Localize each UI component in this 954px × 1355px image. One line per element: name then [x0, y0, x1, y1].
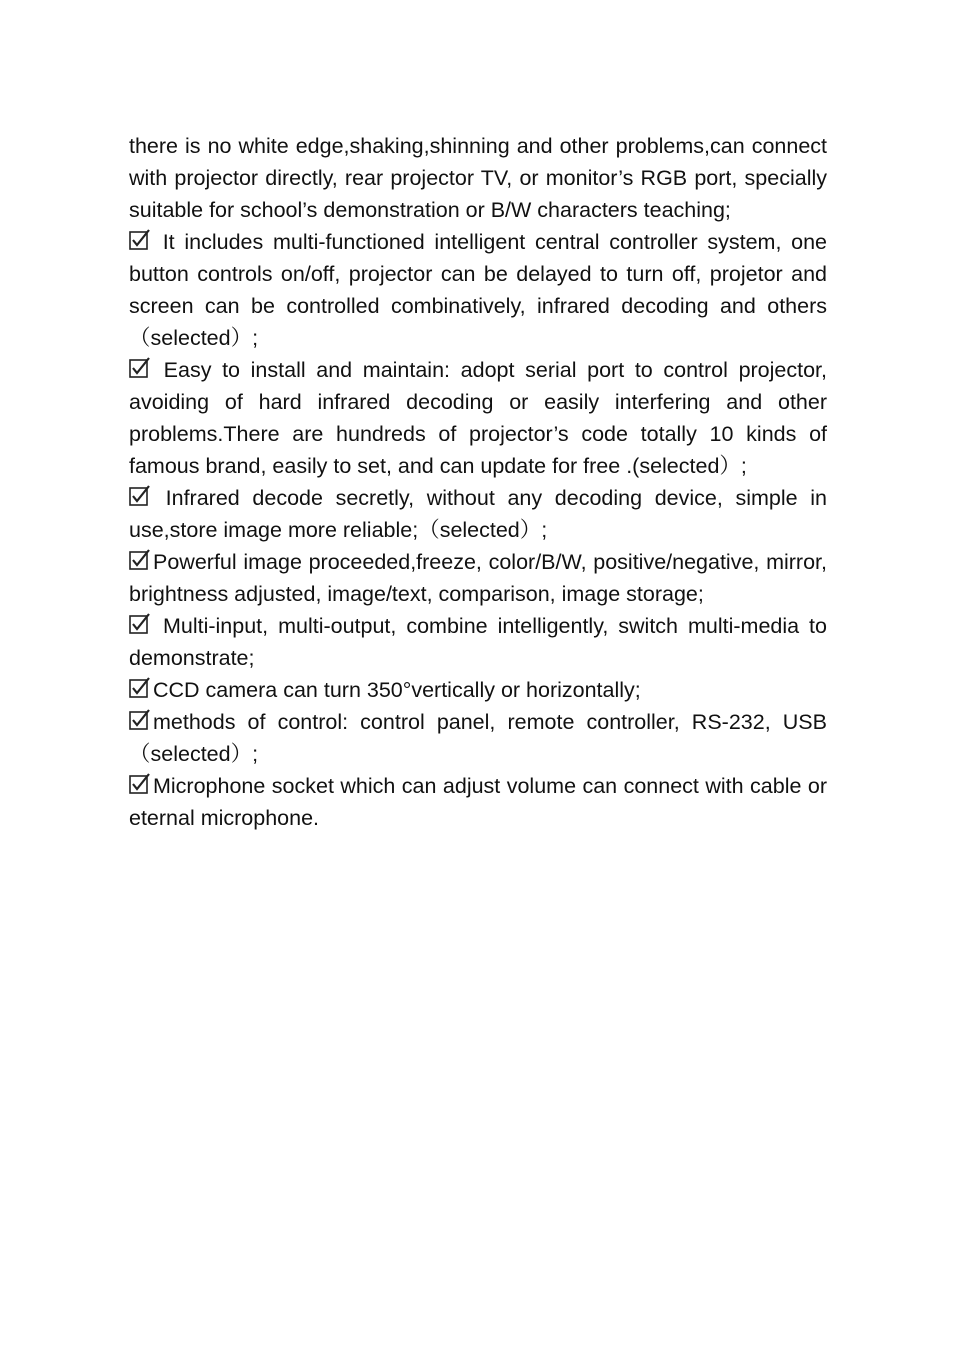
checkbox-checked-icon: [129, 485, 151, 507]
list-item: [129, 226, 827, 354]
list-item-text: methods of control: control panel, remote controller, RS-232, USB（selected）;: [129, 710, 827, 766]
list-item: [129, 482, 827, 546]
list-item-text: Easy to install and maintain: adopt serial port to control projector, avoiding of hard infrared decoding or easily interfering and other problems.There are hundreds of projector’s code totally 10 kinds of famous brand, easily to set, and can update for free .(selected）;: [129, 358, 827, 478]
list-item: [129, 706, 827, 770]
list-item-text: Microphone socket which can adjust volume can connect with cable or eternal microphone.: [129, 774, 827, 830]
checkbox-checked-icon: [129, 677, 151, 699]
checkbox-checked-icon: [129, 357, 151, 379]
checkbox-checked-icon: [129, 229, 151, 251]
list-item-text: Multi-input, multi-output, combine intelligently, switch multi-media to demonstrate;: [129, 614, 827, 670]
checkbox-checked-icon: [129, 549, 151, 571]
list-item: [129, 354, 827, 482]
list-item: [129, 610, 827, 674]
list-item-text: Infrared decode secretly, without any decoding device, simple in use,store image more reliable;（selected）;: [129, 486, 827, 542]
list-item-text: Powerful image proceeded,freeze, color/B/W, positive/negative, mirror, brightness adjusted, image/text, comparison, image storage;: [129, 550, 827, 606]
checkbox-checked-icon: [129, 773, 151, 795]
checkbox-checked-icon: [129, 613, 151, 635]
list-item: [129, 770, 827, 834]
list-item-text: CCD camera can turn 350°vertically or horizontally;: [153, 678, 641, 702]
list-item: [129, 674, 827, 706]
list-item: [129, 546, 827, 610]
document-page: [129, 130, 827, 834]
checkbox-checked-icon: [129, 709, 151, 731]
intro-paragraph: there is no white edge,shaking,shinning and other problems,can connect with projector directly, rear projector TV, or monitor’s RGB port, specially suitable for school’s demonstration or B/W characters teaching;: [129, 134, 827, 222]
list-item-text: It includes multi-functioned intelligent central controller system, one button controls on/off, projector can be delayed to turn off, projetor and screen can be controlled combinatively, infrared decoding and others（selected）;: [129, 230, 827, 350]
